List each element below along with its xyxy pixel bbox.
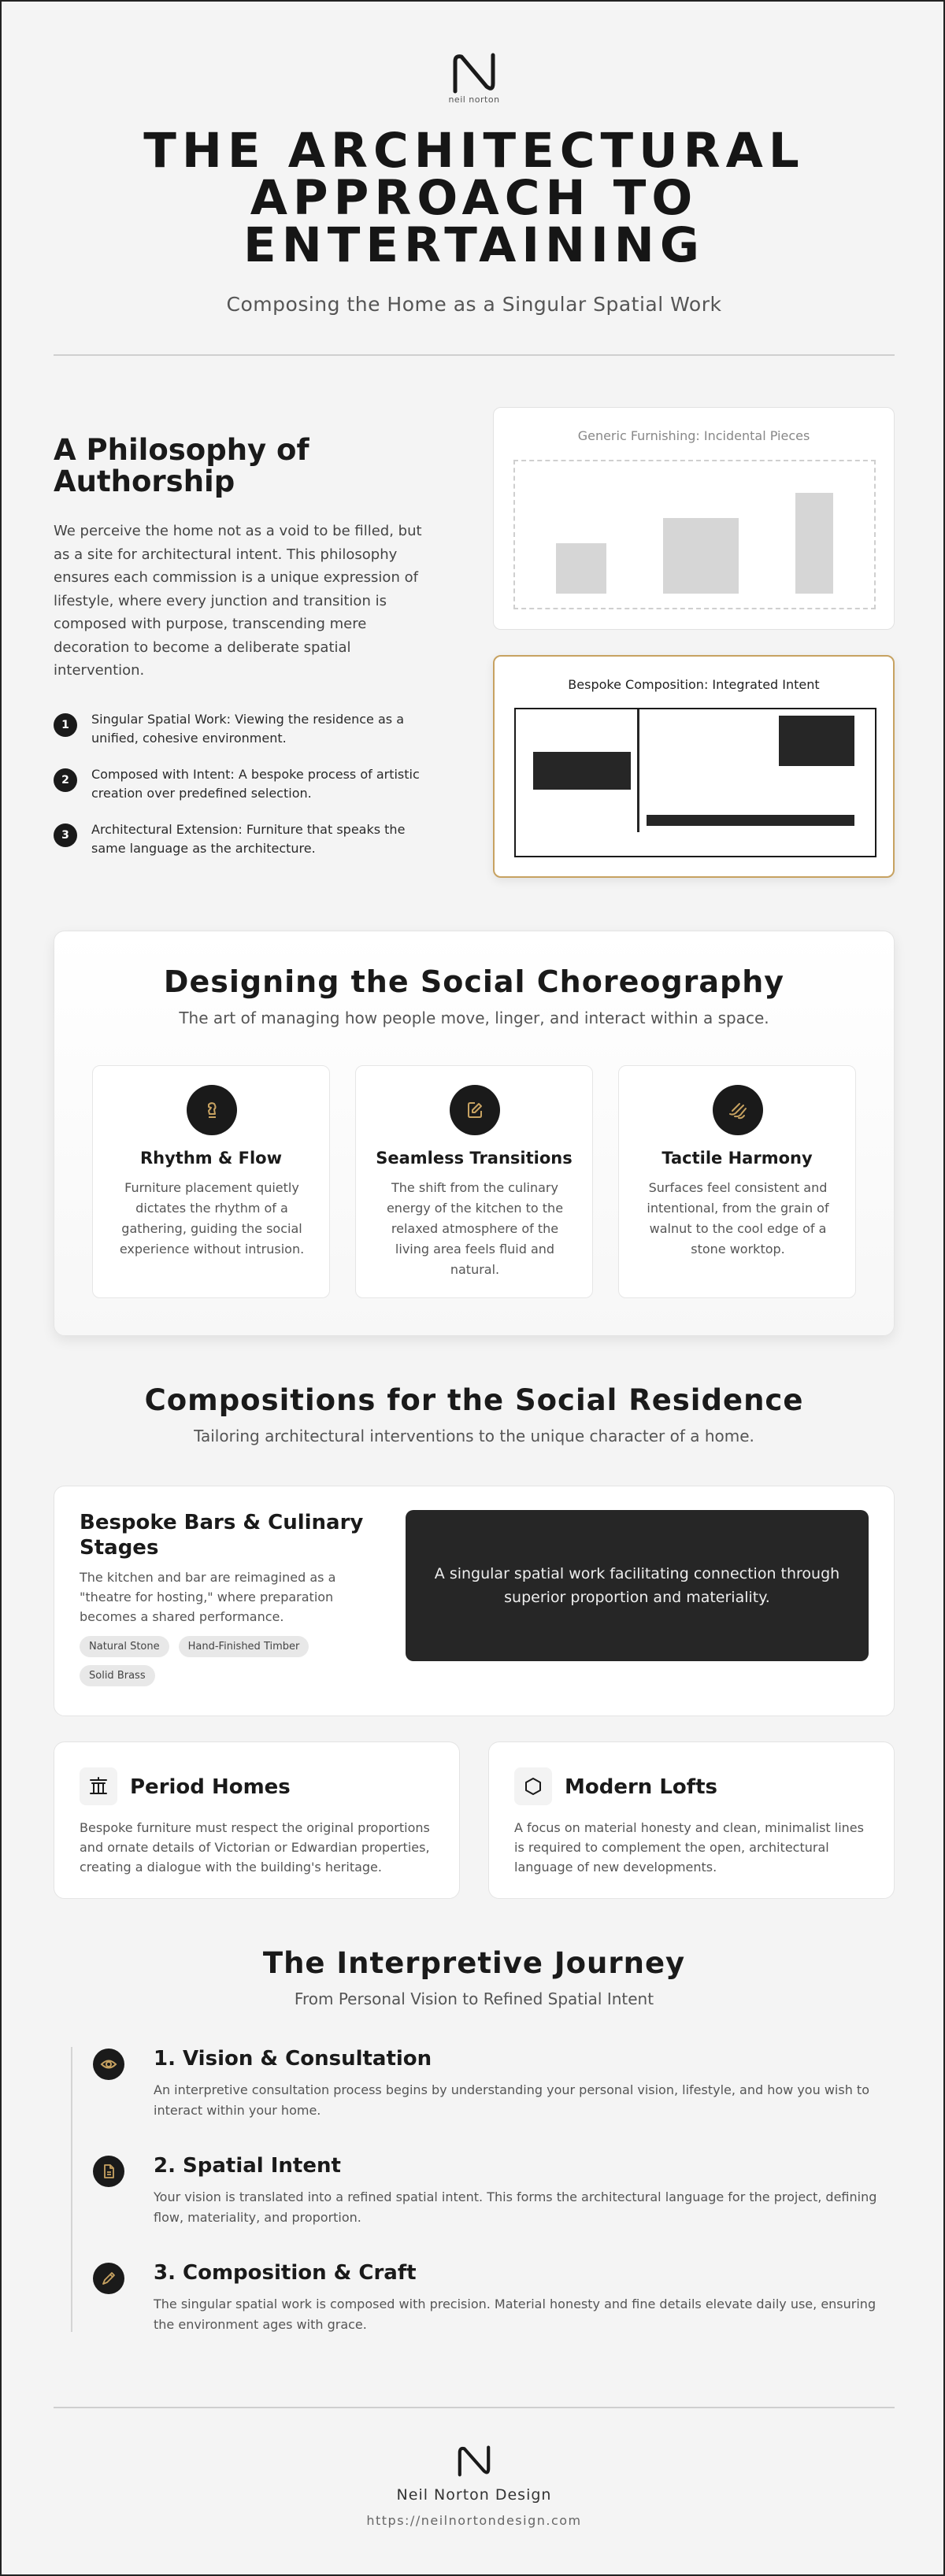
section-subtitle: The art of managing how people move, linger, and interact within a space. bbox=[179, 1009, 769, 1027]
eye-icon bbox=[93, 2049, 124, 2080]
step-text: Your vision is translated into a refined spatial intent. This forms the architectural language for the project, defining flow, materiality, and proportion. bbox=[154, 2189, 877, 2225]
footer-logo[interactable] bbox=[452, 2442, 496, 2483]
point-number-badge: 2 bbox=[54, 768, 77, 792]
point-text: Singular Spatial Work: Viewing the residence as a unified, cohesive environment. bbox=[91, 712, 405, 746]
page-subtitle: Composing the Home as a Singular Spatial Work bbox=[226, 293, 722, 316]
hexagon-icon bbox=[514, 1767, 552, 1805]
logo-mark-icon bbox=[452, 2442, 496, 2480]
feature-card bbox=[618, 1065, 856, 1298]
bespoke-bars-card bbox=[54, 1486, 895, 1716]
hand-touch-icon bbox=[713, 1085, 763, 1135]
period-homes-card bbox=[54, 1741, 460, 1899]
section-title: The Interpretive Journey bbox=[262, 1946, 686, 1980]
card-title: Modern Lofts bbox=[565, 1775, 718, 1799]
logo-mark-icon bbox=[449, 50, 499, 96]
feature-title: Tactile Harmony bbox=[662, 1149, 813, 1168]
bespoke-composition-label: Bespoke Composition: Integrated Intent bbox=[568, 677, 820, 692]
chess-knight-icon bbox=[187, 1085, 237, 1135]
modern-lofts-card bbox=[488, 1741, 895, 1899]
point-number-badge: 1 bbox=[54, 713, 77, 737]
feature-title: Seamless Transitions bbox=[376, 1149, 573, 1168]
bespoke-block bbox=[533, 752, 631, 790]
bespoke-diagram bbox=[514, 708, 876, 857]
bespoke-counter bbox=[647, 815, 854, 826]
document-icon bbox=[93, 2156, 124, 2187]
brand-logo[interactable] bbox=[445, 50, 503, 105]
footer-divider bbox=[54, 2407, 895, 2408]
section-title: Designing the Social Choreography bbox=[163, 964, 785, 999]
pencil-icon bbox=[93, 2263, 124, 2294]
philosophy-title: A Philosophy of Authorship bbox=[54, 433, 309, 498]
bespoke-composition-card bbox=[493, 655, 895, 878]
point-number-badge: 3 bbox=[54, 824, 77, 847]
edit-icon bbox=[450, 1085, 500, 1135]
generic-block bbox=[795, 493, 833, 594]
generic-furnishing-card bbox=[493, 407, 895, 630]
social-choreography-section bbox=[54, 931, 895, 1336]
feature-card bbox=[92, 1065, 330, 1298]
card-title: Period Homes bbox=[130, 1775, 291, 1799]
step-title: 3. Composition & Craft bbox=[154, 2261, 417, 2285]
point-text: Composed with Intent: A bespoke process of artistic creation over predefined selection. bbox=[91, 767, 420, 801]
material-tag: Hand-Finished Timber bbox=[179, 1636, 309, 1657]
bespoke-wall bbox=[637, 709, 639, 832]
philosophy-points bbox=[54, 710, 432, 875]
section-title: Compositions for the Social Residence bbox=[144, 1383, 804, 1417]
material-tag: Natural Stone bbox=[80, 1636, 169, 1657]
philosophy-point bbox=[54, 710, 432, 748]
material-tags bbox=[80, 1636, 387, 1686]
section-subtitle: From Personal Vision to Refined Spatial Intent bbox=[294, 1989, 654, 2008]
card-text: Bespoke furniture must respect the original proportions and ornate details of Victorian or Edwardian properties, creating a dialogue with the building's heritage. bbox=[80, 1820, 430, 1875]
feature-title: Rhythm & Flow bbox=[140, 1149, 282, 1168]
philosophy-point bbox=[54, 765, 432, 803]
logo-text: neil norton bbox=[448, 94, 500, 105]
generic-block bbox=[556, 543, 606, 594]
card-text: The kitchen and bar are reimagined as a "theatre for hosting," where preparation becomes a shared performance. bbox=[80, 1570, 336, 1624]
point-text: Architectural Extension: Furniture that speaks the same language as the architecture. bbox=[91, 822, 406, 856]
step-title: 2. Spatial Intent bbox=[154, 2154, 341, 2178]
feature-text: Furniture placement quietly dictates the rhythm of a gathering, guiding the social experience without intrusion. bbox=[119, 1180, 305, 1257]
building-columns-icon bbox=[80, 1767, 117, 1805]
step-text: The singular spatial work is composed with precision. Material honesty and fine details elevate daily use, ensuring the environment ages with grace. bbox=[154, 2297, 876, 2332]
step-title: 1. Vision & Consultation bbox=[154, 2047, 432, 2071]
section-subtitle: Tailoring architectural interventions to the unique character of a home. bbox=[194, 1427, 754, 1445]
generic-block bbox=[663, 518, 739, 594]
bespoke-block bbox=[779, 716, 854, 766]
philosophy-point bbox=[54, 820, 432, 858]
feature-card bbox=[355, 1065, 593, 1298]
divider bbox=[54, 354, 895, 356]
material-tag: Solid Brass bbox=[80, 1665, 155, 1686]
feature-text: The shift from the culinary energy of the kitchen to the relaxed atmosphere of the living area feels fluid and natural. bbox=[386, 1180, 564, 1277]
philosophy-body: We perceive the home not as a void to be filled, but as a site for architectural intent. This philosophy ensures each commission is a unique expression of lifestyle, where every junction and transition is composed with purpose, transcending mere decoration to become a deliberate spatial intervention. bbox=[54, 523, 422, 679]
generic-furnishing-label: Generic Furnishing: Incidental Pieces bbox=[577, 428, 810, 443]
card-title: Bespoke Bars & Culinary Stages bbox=[80, 1511, 364, 1560]
generic-diagram bbox=[513, 460, 876, 609]
card-text: A focus on material honesty and clean, minimalist lines is required to complement the open, architectural language of new developments. bbox=[514, 1820, 864, 1875]
page-title: THE ARCHITECTURAL APPROACH TO ENTERTAINING bbox=[143, 123, 805, 273]
footer-url-link[interactable]: https://neilnortondesign.com bbox=[366, 2513, 582, 2528]
step-text: An interpretive consultation process begins by understanding your personal vision, lifestyle, and how you wish to interact within your home. bbox=[154, 2082, 869, 2118]
quote-panel: A singular spatial work facilitating connection through superior proportion and materiality. bbox=[406, 1510, 869, 1661]
footer-brand-name: Neil Norton Design bbox=[396, 2486, 552, 2504]
timeline-line bbox=[71, 2047, 72, 2332]
feature-text: Surfaces feel consistent and intentional, from the grain of walnut to the cool edge of a stone worktop. bbox=[647, 1180, 829, 1257]
